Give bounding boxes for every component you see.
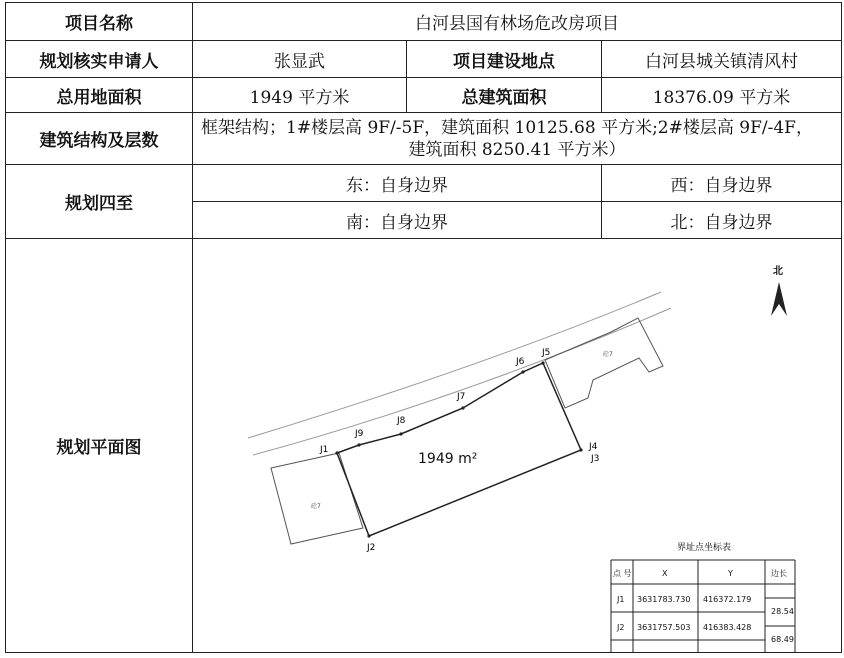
site-value: 白河县城关镇清风村 xyxy=(602,41,842,78)
coord-row-2-x: 3631757.503 xyxy=(637,622,691,632)
boundary-north: 北：自身边界 xyxy=(602,202,842,239)
land-area-value: 1949 平方米 xyxy=(193,78,407,113)
coord-row-1-x: 3631783.730 xyxy=(637,594,691,604)
point-j1 xyxy=(335,451,338,454)
left-building-label: 砼7 xyxy=(311,502,321,510)
point-j8 xyxy=(399,432,402,435)
label-j7: J7 xyxy=(457,391,466,402)
label-j5: J5 xyxy=(542,347,551,358)
label-j6: J6 xyxy=(516,356,525,367)
coord-edge-2: 68.49 xyxy=(771,634,794,644)
right-building-label: 砼7 xyxy=(603,350,613,358)
boundaries-label: 规划四至 xyxy=(6,165,193,239)
label-j2: J2 xyxy=(367,542,376,553)
point-j3 xyxy=(579,448,582,451)
coord-row-1-id: J1 xyxy=(617,594,625,604)
label-j8: J8 xyxy=(397,415,406,426)
left-building xyxy=(271,453,363,544)
site-plan-cell xyxy=(193,239,842,653)
site-plan-drawing xyxy=(193,240,839,652)
coord-table-title: 界址点坐标表 xyxy=(677,542,732,553)
coord-table xyxy=(611,560,795,652)
structure-value xyxy=(193,113,842,165)
coord-row-2-y: 416383.428 xyxy=(703,622,752,632)
label-j3: J3 xyxy=(591,453,600,464)
coord-header-edge: 边长 xyxy=(771,568,787,578)
coord-header-y: Y xyxy=(728,568,733,578)
structure-label: 建筑结构及层数 xyxy=(6,113,193,165)
coord-header-x: X xyxy=(662,568,668,578)
land-area-label: 总用地面积 xyxy=(6,78,193,113)
coord-header-id: 点 号 xyxy=(613,568,632,578)
point-j9 xyxy=(357,443,360,446)
structure-line-1: 框架结构；1#楼层高 9F/-5F，建筑面积 10125.68 平方米;2#楼层高 9F/-4F， xyxy=(201,117,813,138)
north-label: 北 xyxy=(773,265,783,277)
point-j5 xyxy=(541,361,544,364)
road-edge-outer xyxy=(248,292,661,438)
structure-line-2: 建筑面积 8250.41 平方米） xyxy=(408,139,626,160)
north-arrow-icon xyxy=(771,282,787,316)
label-j1: J1 xyxy=(320,444,329,455)
parcel-boundary xyxy=(337,363,581,536)
boundary-west: 西：自身边界 xyxy=(602,165,842,202)
plan-label: 规划平面图 xyxy=(6,239,193,653)
building-area-label: 总建筑面积 xyxy=(407,78,602,113)
boundary-south: 南：自身边界 xyxy=(193,202,602,239)
point-j7 xyxy=(461,406,464,409)
point-j6 xyxy=(521,370,524,373)
coord-row-1-y: 416372.179 xyxy=(703,594,752,604)
point-j2 xyxy=(367,534,370,537)
applicant-value: 张显武 xyxy=(193,41,407,78)
coord-edge-1: 28.54 xyxy=(771,606,794,616)
site-label: 项目建设地点 xyxy=(407,41,602,78)
boundary-east: 东：自身边界 xyxy=(193,165,602,202)
building-area-value: 18376.09 平方米 xyxy=(602,78,842,113)
boundary-points xyxy=(335,361,582,537)
label-j4: J4 xyxy=(589,441,598,452)
project-name-value: 白河县国有林场危改房项目 xyxy=(193,3,842,41)
site-plan xyxy=(193,240,839,652)
applicant-label: 规划核实申请人 xyxy=(6,41,193,78)
coord-row-2-id: J2 xyxy=(617,622,625,632)
project-info-table xyxy=(5,2,842,653)
label-j9: J9 xyxy=(355,428,364,439)
project-name-label: 项目名称 xyxy=(6,3,193,41)
parcel-area-label: 1949 m² xyxy=(418,450,478,467)
road-edge-inner xyxy=(253,308,671,455)
